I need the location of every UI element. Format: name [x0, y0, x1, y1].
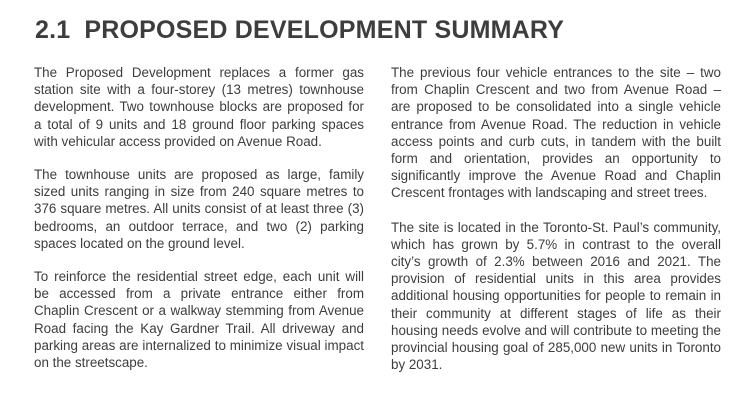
section-number: 2.1	[35, 16, 71, 44]
right-column	[391, 64, 721, 390]
section-heading	[35, 13, 564, 47]
paragraph-vehicle-entrances: The previous four vehicle entrances to the site – two from Chaplin Crescent and two from Avenue Road – are proposed to be consolidated into a single vehicle entrance from Avenue Road. The reduction in vehicle access points and curb cuts, in tandem with the built form and orientation, provides an opportunity to significantly improve the Avenue Road and Chaplin Crescent frontages with landscaping and street trees.	[391, 65, 721, 201]
paragraph-street-edge: To reinforce the residential street edge, each unit will be accessed from a private entrance either from Chaplin Crescent or a walkway stemming from Avenue Road facing the Kay Gardner Trail. All driveway and parking areas are internalized to minimize visual impact on the streetscape.	[34, 269, 364, 371]
left-column	[34, 64, 364, 387]
paragraph-unit-sizes: The townhouse units are proposed as large, family sized units ranging in size from 240 square metres to 376 square metres. All units consist of at least three (3) bedrooms, an outdoor terrace, and two (2) parking spaces located on the ground level.	[34, 167, 364, 251]
section-title: PROPOSED DEVELOPMENT SUMMARY	[84, 16, 565, 44]
paragraph-site-location: The site is located in the Toronto-St. Paul’s community, which has grown by 5.7% in contrast to the overall city’s growth of 2.3% between 2016 and 2021. The provision of residential units in this area provides additional housing opportunities for people to remain in their community at different stages of life as their housing needs evolve and will contribute to meeting the provincial housing goal of 285,000 new units in Toronto by 2031.	[391, 219, 721, 373]
paragraph-development-overview: The Proposed Development replaces a former gas station site with a four-storey (13 metres) townhouse development. Two townhouse blocks are proposed for a total of 9 units and 18 ground floor parking spaces with vehicular access provided on Avenue Road.	[34, 65, 364, 149]
